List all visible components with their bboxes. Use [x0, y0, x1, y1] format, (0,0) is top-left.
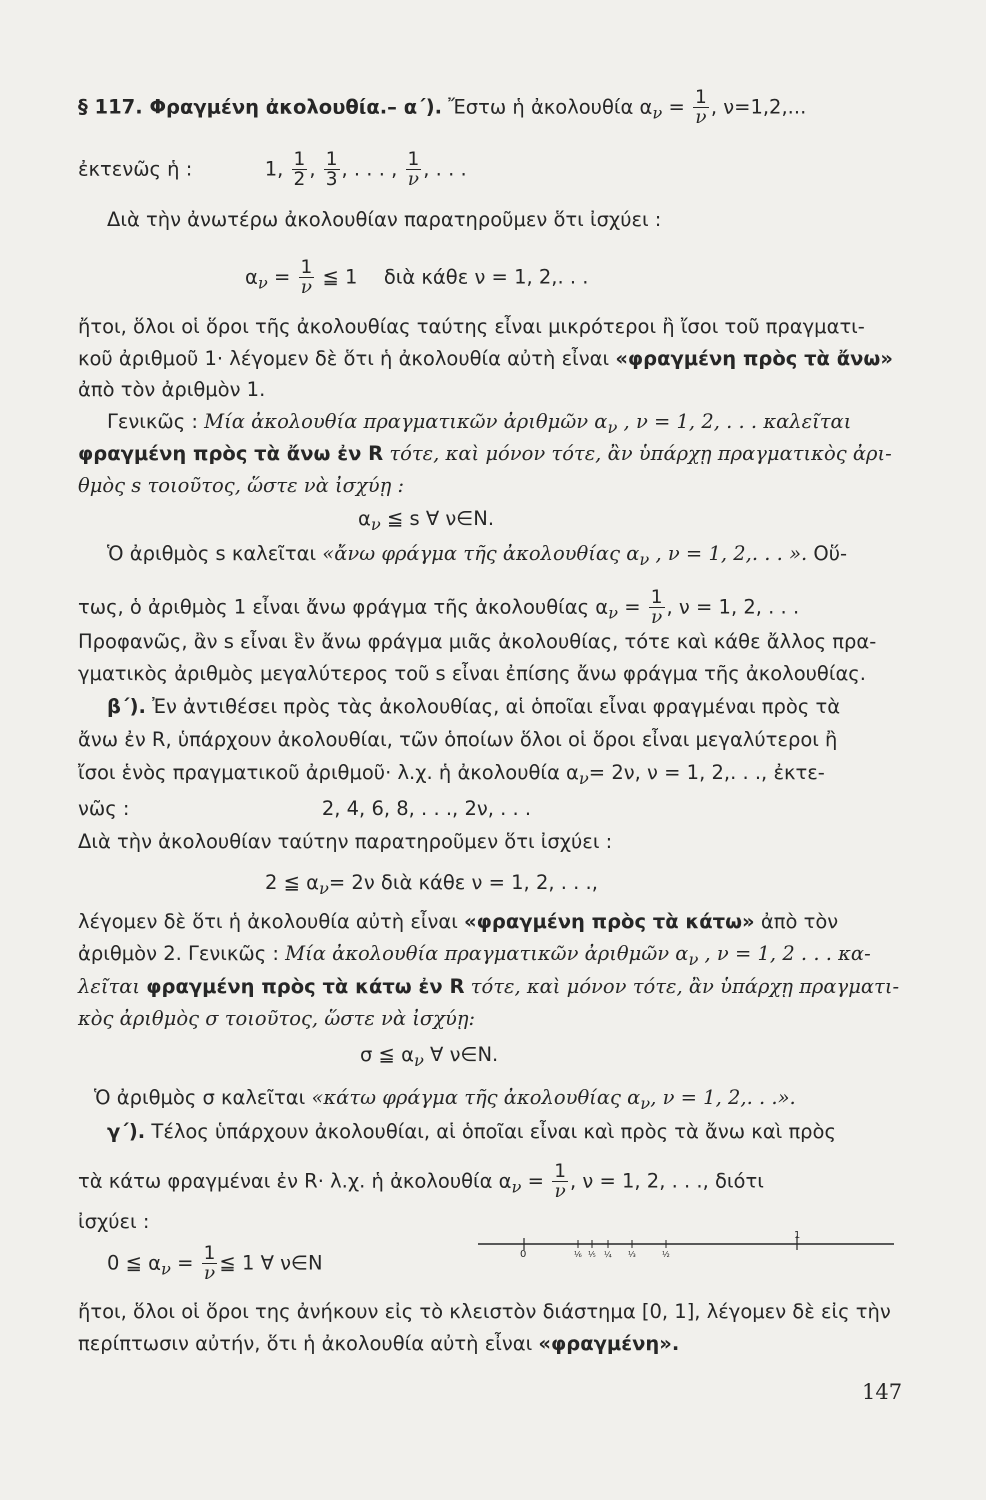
paragraph-line: λέγομεν δὲ ὅτι ἡ ἀκολουθία αὐτὴ εἶναι «φραγμένη πρὸς τὰ κάτω» ἀπὸ τὸν [78, 910, 839, 933]
paragraph-line: Ὁ ἀριθμὸς s καλεῖται «ἄνω φράγμα τῆς ἀκολουθίας $\alpha_\nu$ , ν = 1, 2,. . . ». Οὕ- [107, 542, 848, 569]
paragraph-line: Ὁ ἀριθμὸς σ καλεῖται «κάτω φράγμα τῆς ἀκολουθίας $\alpha_\nu$, ν = 1, 2,. . .». [94, 1086, 796, 1113]
paragraph-line: ἴσοι ἑνὸς πραγματικοῦ ἀριθμοῦ· λ.χ. ἡ ἀκολουθία $\alpha_\nu= 2\nu$, ν = 1, 2,. . ., ἐκτε- [78, 761, 825, 788]
paragraph-line: Διὰ τὴν ἀκολουθίαν ταύτην παρατηροῦμεν ὅτι ἰσχύει : [78, 830, 613, 853]
paragraph-line: γματικὸς ἀριθμὸς μεγαλύτερος τοῦ s εἶναι ἐπίσης ἄνω φράγμα τῆς ἀκολουθίας. [78, 662, 866, 685]
section-heading-line: § 117. Φραγμένη ἀκολουθία.– α΄). Ἔστω ἡ ἀκολουθία $\alpha_\nu$ = $\frac{1}{\nu}$ , ν=1,2,... [78, 87, 807, 129]
tick-label: ⅓ [628, 1250, 636, 1258]
formula: σ ≦ $\alpha_\nu$ ∀ ν∈N. [360, 1043, 499, 1070]
paragraph-line: ἀπὸ τὸν ἀριθμὸν 1. [78, 378, 266, 401]
formula: 0 ≦ $\alpha_\nu$ = $\frac{1}{\nu}$ ≦ 1 ∀ ν∈N [107, 1243, 323, 1285]
tick-label: ⅙ [574, 1250, 582, 1258]
definition-line: λεῖται φραγμένη πρὸς τὰ κάτω ἐν R τότε, καὶ μόνον τότε, ἂν ὑπάρχῃ πραγματι- [78, 975, 900, 998]
number-line-zero: 0 [520, 1249, 527, 1258]
number-line-ticks [574, 1240, 670, 1258]
heading-text: Ἔστω ἡ ἀκολουθία α [448, 95, 653, 119]
definition-line: κὸς ἀριθμὸς σ τοιοῦτος, ὥστε νὰ ἰσχύῃ: [78, 1007, 476, 1030]
tick-label: ⅕ [588, 1250, 596, 1258]
tick-label: ½ [662, 1250, 670, 1258]
formula: $\alpha_\nu$ = $\frac{1}{\nu}$ ≦ 1 διὰ κάθε ν = 1, 2,. . . [245, 257, 589, 299]
paragraph-line: κοῦ ἀριθμοῦ 1· λέγομεν δὲ ὅτι ἡ ἀκολουθία αὐτὴ εἶναι «φραγμένη πρὸς τὰ ἄνω» [78, 347, 893, 370]
paragraph-line: Προφανῶς, ἂν s εἶναι ἓν ἄνω φράγμα μιᾶς ἀκολουθίας, τότε καὶ κάθε ἄλλος πρα- [78, 630, 877, 653]
fraction: $\frac{1}{\nu}$ [695, 87, 707, 129]
formula: 2 ≦ $\alpha_\nu= 2\nu$ διὰ κάθε ν = 1, 2, . . ., [265, 871, 598, 898]
number-line-one: 1 [794, 1230, 801, 1241]
definition-line: φραγμένη πρὸς τὰ ἄνω ἐν R τότε, καὶ μόνον τότε, ἂν ὑπάρχῃ πραγματικὸς ἀρι- [78, 442, 892, 465]
definition-line: Γενικῶς : Μία ἀκολουθία πραγματικῶν ἀριθμῶν $\alpha_\nu$ , ν = 1, 2, . . . καλεῖται [107, 410, 852, 437]
tick-label: ¼ [604, 1250, 612, 1258]
formula: $\alpha_\nu$ ≦ s ∀ ν∈N. [358, 507, 495, 534]
section-heading: § 117. Φραγμένη ἀκολουθία.– α΄). [78, 95, 443, 119]
paragraph-line: ἄνω ἐν R, ὑπάρχουν ἀκολουθίαι, τῶν ὁποίων ὅλοι οἱ ὅροι εἶναι μεγαλύτεροι ἢ [78, 728, 838, 751]
paragraph-line: περίπτωσιν αὐτήν, ὅτι ἡ ἀκολουθία αὐτὴ εἶναι «φραγμένη». [78, 1332, 680, 1355]
page-number: 147 [862, 1380, 903, 1404]
paragraph-line: τὰ κάτω φραγμέναι ἐν R· λ.χ. ἡ ἀκολουθία $\alpha_\nu$ = $\frac{1}{\nu}$ , ν = 1, 2, . . ., διότι [78, 1161, 764, 1203]
paragraph-line: ἤτοι, ὅλοι οἱ ὅροι τῆς ἀκολουθίας ταύτης εἶναι μικρότεροι ἢ ἴσοι τοῦ πραγματι- [78, 315, 865, 338]
paragraph-line: Διὰ τὴν ἀνωτέρω ἀκολουθίαν παρατηροῦμεν ὅτι ἰσχύει : [107, 208, 662, 231]
sequence-expansion: ἐκτενῶς ἡ : 1, $\frac{1}{2}$ , $\frac{1}{3}$ , . . . , $\frac{1}{\nu}$ , . . . [78, 149, 467, 191]
definition-line: ἀριθμὸν 2. Γενικῶς : Μία ἀκολουθία πραγματικῶν ἀριθμῶν $\alpha_\nu$ , ν = 1, 2 . . . κα- [78, 942, 871, 969]
number-line [478, 1228, 894, 1258]
paragraph-line: β΄). Ἐν ἀντιθέσει πρὸς τὰς ἀκολουθίας, αἱ ὁποῖαι εἶναι φραγμέναι πρὸς τὰ [107, 695, 841, 718]
paragraph-line: τως, ὁ ἀριθμὸς 1 εἶναι ἄνω φράγμα τῆς ἀκολουθίας $\alpha_\nu$ = $\frac{1}{\nu}$ , ν = 1, 2, . . . [78, 587, 800, 629]
paragraph-line: νῶς : 2, 4, 6, 8, . . ., 2ν, . . . [78, 797, 532, 820]
definition-line: θμὸς s τοιοῦτος, ὥστε νὰ ἰσχύῃ : [78, 474, 405, 497]
paragraph-line: ἤτοι, ὅλοι οἱ ὅροι της ἀνήκουν εἰς τὸ κλειστὸν διάστημα [0, 1], λέγομεν δὲ εἰς τὴν [78, 1300, 891, 1323]
paragraph-line: ἰσχύει : [78, 1210, 150, 1233]
paragraph-line: γ΄). Τέλος ὑπάρχουν ἀκολουθίαι, αἱ ὁποῖαι εἶναι καὶ πρὸς τὰ ἄνω καὶ πρὸς [107, 1120, 836, 1143]
